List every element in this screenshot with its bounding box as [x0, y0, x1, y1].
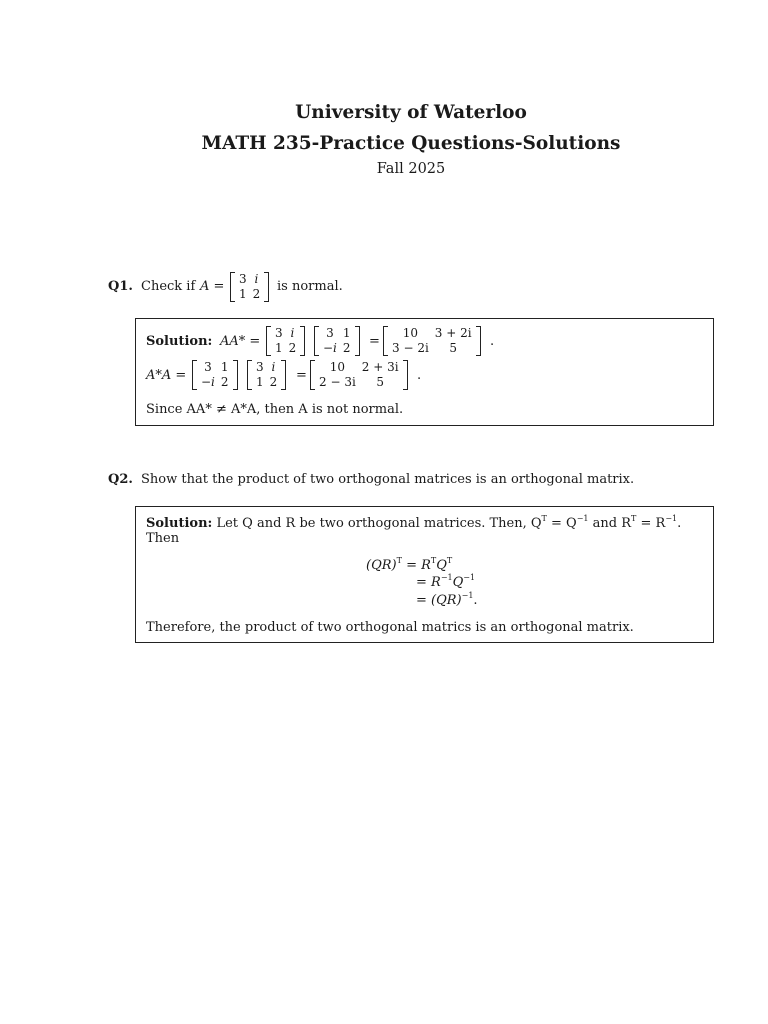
term-label: Fall 2025: [376, 161, 446, 177]
equation-line-1: $(QR)^T = R^TQ^T$: [366, 556, 453, 573]
university-title: University of Waterloo: [295, 102, 527, 123]
solution-2-conclusion: Therefore, the product of two orthogonal matrics is an orthogonal matrix.: [146, 620, 634, 635]
matrix-m4: 3 i 1 2: [247, 360, 286, 390]
question-2-prompt: Show that the product of two orthogonal matrices is an orthogonal matrix.: [141, 472, 635, 487]
question-1-label: Q1.: [108, 279, 133, 294]
question-2-label: Q2.: [108, 472, 133, 487]
matrix-m1: 3 i 1 2: [266, 326, 305, 356]
question-1-var: A =: [200, 279, 225, 294]
period-2: .: [417, 368, 422, 383]
matrix-m3: 3 1 −i 2: [192, 360, 238, 390]
matrix-r1: 10 3 + 2i 3 − 2i 5: [383, 326, 481, 356]
solution-1-lhs2: A*A =: [146, 368, 187, 383]
equals-2: =: [296, 368, 307, 383]
matrix-A: 3 i 1 2: [230, 272, 269, 302]
question-1-prefix: Check if: [141, 279, 196, 294]
question-1-suffix: is normal.: [277, 279, 343, 294]
matrix-r2: 10 2 + 3i 2 − 3i 5: [310, 360, 408, 390]
matrix-m2: 3 1 −i 2: [314, 326, 360, 356]
equation-line-2: = $R^{-1}Q^{-1}$: [416, 573, 476, 590]
equation-line-3: = (QR)$^{-1}$.: [416, 591, 478, 608]
solution-2-line1: Solution: Let Q and R be two orthogonal matrices. Then, $Q^T = Q^{-1}$ and $R^T = R^{-1}$.: [146, 514, 682, 531]
equals-1: =: [369, 334, 380, 349]
solution-2-line2: Then: [146, 531, 180, 546]
course-title: MATH 235-Practice Questions-Solutions: [201, 133, 621, 154]
solution-1-lhs1: AA* =: [220, 334, 261, 349]
period-1: .: [490, 334, 495, 349]
solution-1-label: Solution:: [146, 334, 213, 349]
solution-1-conclusion: Since AA* ≠ A*A, then A is not normal.: [146, 402, 404, 417]
